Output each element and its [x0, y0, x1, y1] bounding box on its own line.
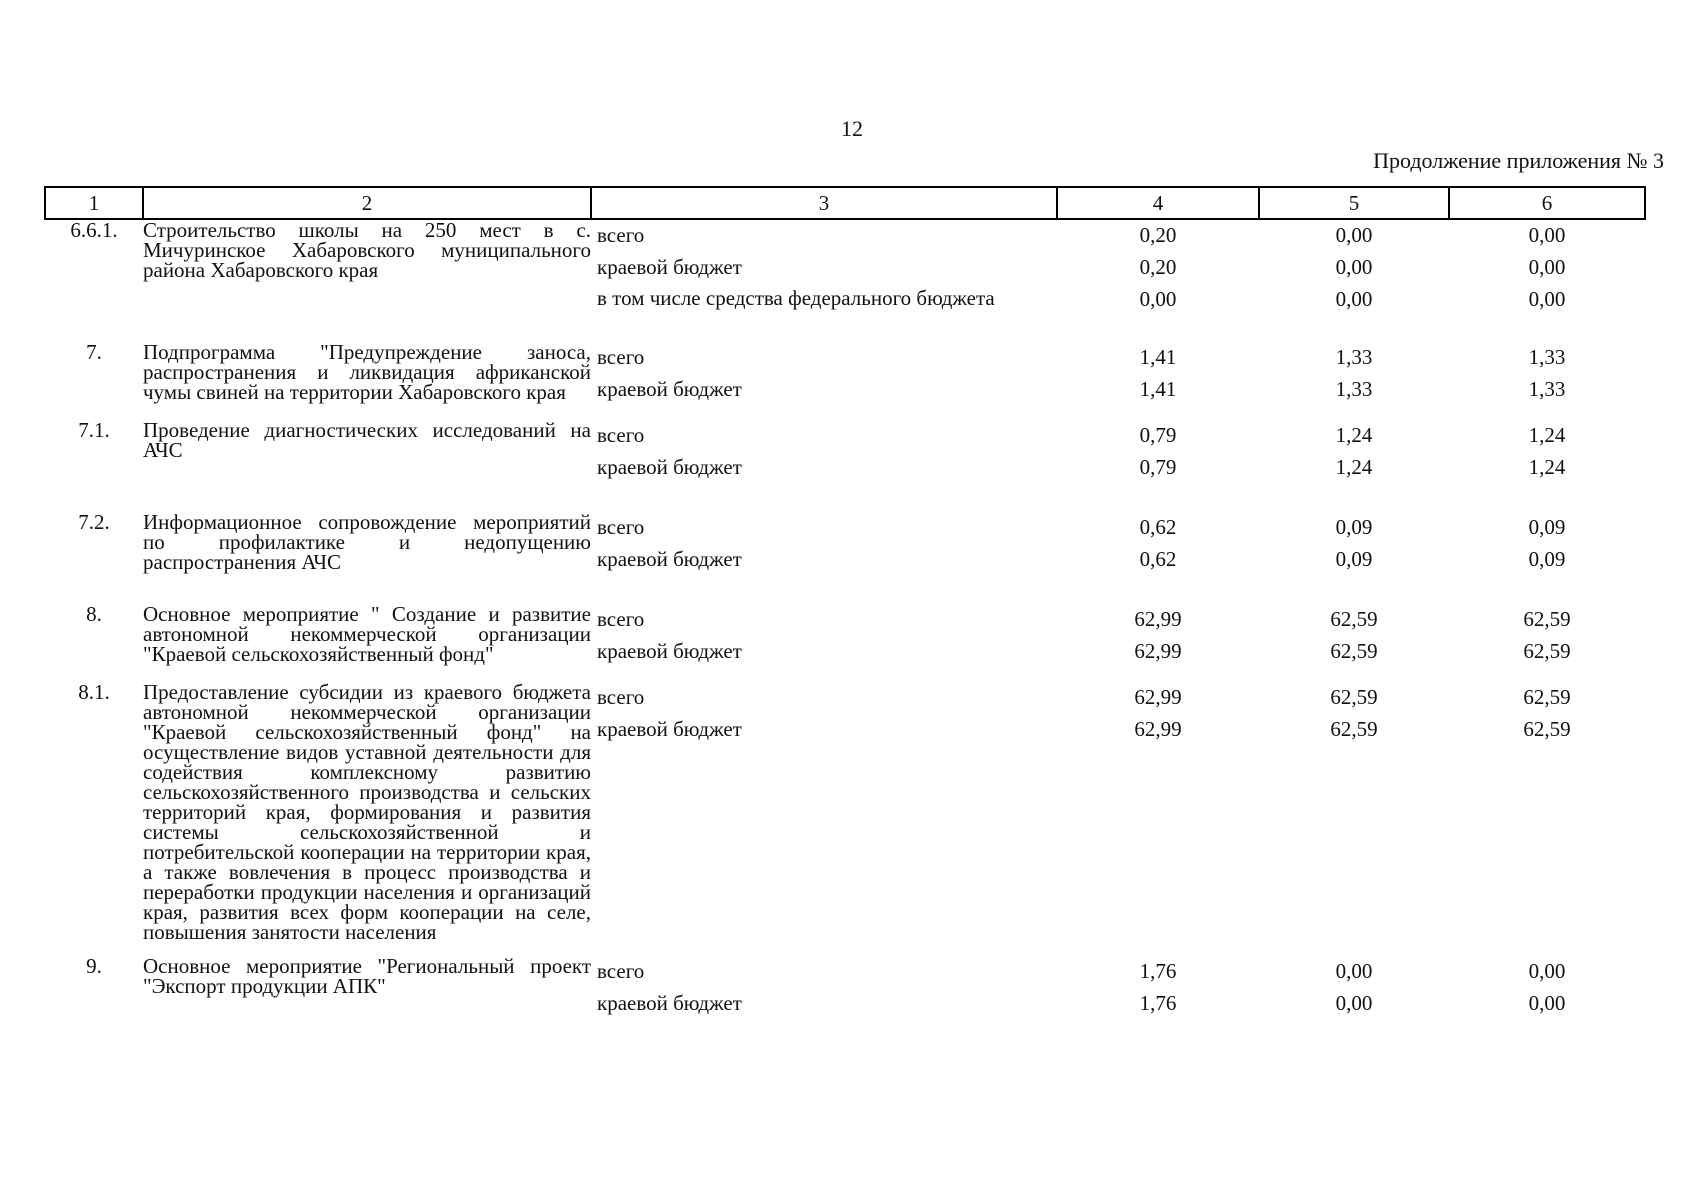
funding-source: краевой бюджет	[597, 255, 742, 279]
column-4-values	[1057, 604, 1259, 682]
cell-value: 0,00	[1335, 255, 1373, 279]
funding-source: краевой бюджет	[597, 991, 742, 1015]
row-description-text: Основное мероприятие "Региональный проект "Экспорт продукции АПК"	[143, 954, 591, 998]
cell-value: 1,76	[1139, 959, 1177, 983]
budget-table	[44, 186, 1646, 1020]
cell-value: 0,20	[1139, 223, 1177, 247]
column-5-values	[1259, 342, 1449, 420]
column-5-values	[1259, 682, 1449, 956]
column-header-1: 1	[45, 187, 143, 219]
table-row	[45, 420, 1645, 512]
table-row	[45, 219, 1645, 342]
funding-sources	[591, 342, 1057, 420]
column-5-values	[1259, 956, 1449, 1020]
row-description-text: Строительство школы на 250 мест в с. Мичуринское Хабаровского муниципального района Хабаровского края	[143, 218, 591, 282]
cell-value: 62,59	[1330, 639, 1378, 663]
cell-value: 0,00	[1139, 287, 1177, 311]
column-header-2: 2	[143, 187, 591, 219]
column-6-values	[1449, 342, 1645, 420]
cell-value: 62,59	[1330, 685, 1378, 709]
column-5-values	[1259, 420, 1449, 512]
cell-value: 62,99	[1134, 685, 1182, 709]
cell-value: 1,33	[1528, 377, 1566, 401]
cell-value: 1,33	[1335, 345, 1373, 369]
funding-sources	[591, 512, 1057, 604]
table-row	[45, 342, 1645, 420]
row-description-text: Предоставление субсидии из краевого бюджета автономной некоммерческой организации "Краевой сельскохозяйственный фонд" на осуществление видов уставной деятельности для содействия комплексному развитию сельскохозяйственного производства и сельских территорий края, формирования и развития системы сельскохозяйственной и потребительской кооперации на территории края, а также вовлечения в процесс производства и переработки продукции населения и организаций края, развития всех форм кооперации на селе, повышения занятости населения	[143, 680, 591, 944]
table-header-row	[45, 187, 1645, 219]
cell-value: 62,99	[1134, 717, 1182, 741]
cell-value: 0,00	[1528, 991, 1566, 1015]
table-row	[45, 682, 1645, 956]
cell-value: 0,09	[1528, 547, 1566, 571]
cell-value: 0,00	[1528, 223, 1566, 247]
cell-value: 0,79	[1139, 423, 1177, 447]
funding-sources	[591, 219, 1057, 342]
column-5-values	[1259, 219, 1449, 342]
cell-value: 1,24	[1528, 455, 1566, 479]
column-4-values	[1057, 219, 1259, 342]
cell-value: 1,24	[1335, 423, 1373, 447]
cell-value: 1,33	[1335, 377, 1373, 401]
cell-value: 0,00	[1335, 223, 1373, 247]
cell-value: 0,00	[1528, 287, 1566, 311]
row-description	[143, 219, 591, 342]
cell-value: 0,79	[1139, 455, 1177, 479]
page-number: 12	[841, 116, 863, 141]
column-header-5: 5	[1259, 187, 1449, 219]
row-description	[143, 512, 591, 604]
funding-source: всего	[597, 515, 645, 539]
column-header-6: 6	[1449, 187, 1645, 219]
funding-source: всего	[597, 685, 645, 709]
column-5-values	[1259, 512, 1449, 604]
cell-value: 62,59	[1523, 639, 1571, 663]
cell-value: 62,99	[1134, 607, 1182, 631]
row-number: 8.1.	[78, 680, 110, 704]
row-description	[143, 682, 591, 956]
column-4-values	[1057, 420, 1259, 512]
appendix-continuation-note: Продолжение приложения № 3	[1373, 148, 1664, 173]
column-6-values	[1449, 956, 1645, 1020]
column-6-values	[1449, 420, 1645, 512]
column-6-values	[1449, 682, 1645, 956]
row-description	[143, 342, 591, 420]
column-header-3: 3	[591, 187, 1057, 219]
row-number: 8.	[86, 602, 102, 626]
column-6-values	[1449, 604, 1645, 682]
cell-value: 0,00	[1528, 255, 1566, 279]
funding-source: краевой бюджет	[597, 377, 742, 401]
row-number: 9.	[86, 954, 102, 978]
row-number: 6.6.1.	[70, 218, 118, 242]
row-description-text: Проведение диагностических исследований на АЧС	[143, 418, 591, 462]
cell-value: 0,00	[1528, 959, 1566, 983]
column-4-values	[1057, 956, 1259, 1020]
funding-source: краевой бюджет	[597, 717, 742, 741]
funding-sources	[591, 682, 1057, 956]
column-header-4: 4	[1057, 187, 1259, 219]
column-6-values	[1449, 512, 1645, 604]
funding-sources	[591, 956, 1057, 1020]
cell-value: 62,59	[1330, 607, 1378, 631]
funding-source: краевой бюджет	[597, 455, 742, 479]
row-description-text: Информационное сопровождение мероприятий по профилактике и недопущению распространения АЧС	[143, 510, 591, 574]
funding-sources	[591, 420, 1057, 512]
row-description	[143, 604, 591, 682]
cell-value: 0,20	[1139, 255, 1177, 279]
row-description-text: Подпрограмма "Предупреждение заноса, распространения и ликвидация африканской чумы свиней на территории Хабаровского края	[143, 340, 591, 404]
cell-value: 0,09	[1528, 515, 1566, 539]
cell-value: 0,00	[1335, 991, 1373, 1015]
cell-value: 0,09	[1335, 515, 1373, 539]
table-row	[45, 512, 1645, 604]
cell-value: 0,00	[1335, 959, 1373, 983]
cell-value: 1,41	[1139, 345, 1177, 369]
row-number: 7.	[86, 340, 102, 364]
funding-sources	[591, 604, 1057, 682]
cell-value: 62,59	[1523, 717, 1571, 741]
cell-value: 1,24	[1528, 423, 1566, 447]
cell-value: 0,62	[1139, 515, 1177, 539]
table-row	[45, 956, 1645, 1020]
column-4-values	[1057, 512, 1259, 604]
funding-source: всего	[597, 223, 645, 247]
cell-value: 0,62	[1139, 547, 1177, 571]
funding-source: всего	[597, 345, 645, 369]
funding-source: краевой бюджет	[597, 547, 742, 571]
row-description	[143, 420, 591, 512]
row-number: 7.2.	[78, 510, 110, 534]
cell-value: 1,41	[1139, 377, 1177, 401]
cell-value: 1,24	[1335, 455, 1373, 479]
funding-source: всего	[597, 959, 645, 983]
table-row	[45, 604, 1645, 682]
cell-value: 62,59	[1330, 717, 1378, 741]
cell-value: 1,33	[1528, 345, 1566, 369]
funding-source: всего	[597, 423, 645, 447]
column-4-values	[1057, 682, 1259, 956]
cell-value: 0,00	[1335, 287, 1373, 311]
funding-source: краевой бюджет	[597, 639, 742, 663]
column-4-values	[1057, 342, 1259, 420]
column-6-values	[1449, 219, 1645, 342]
funding-source: всего	[597, 607, 645, 631]
funding-source: в том числе средства федерального бюджета	[597, 286, 995, 310]
row-number: 7.1.	[78, 418, 110, 442]
cell-value: 62,59	[1523, 607, 1571, 631]
cell-value: 1,76	[1139, 991, 1177, 1015]
cell-value: 0,09	[1335, 547, 1373, 571]
cell-value: 62,59	[1523, 685, 1571, 709]
row-description-text: Основное мероприятие " Создание и развитие автономной некоммерческой организации "Краевой сельскохозяйственный фонд"	[143, 602, 591, 666]
row-description	[143, 956, 591, 1020]
column-5-values	[1259, 604, 1449, 682]
cell-value: 62,99	[1134, 639, 1182, 663]
